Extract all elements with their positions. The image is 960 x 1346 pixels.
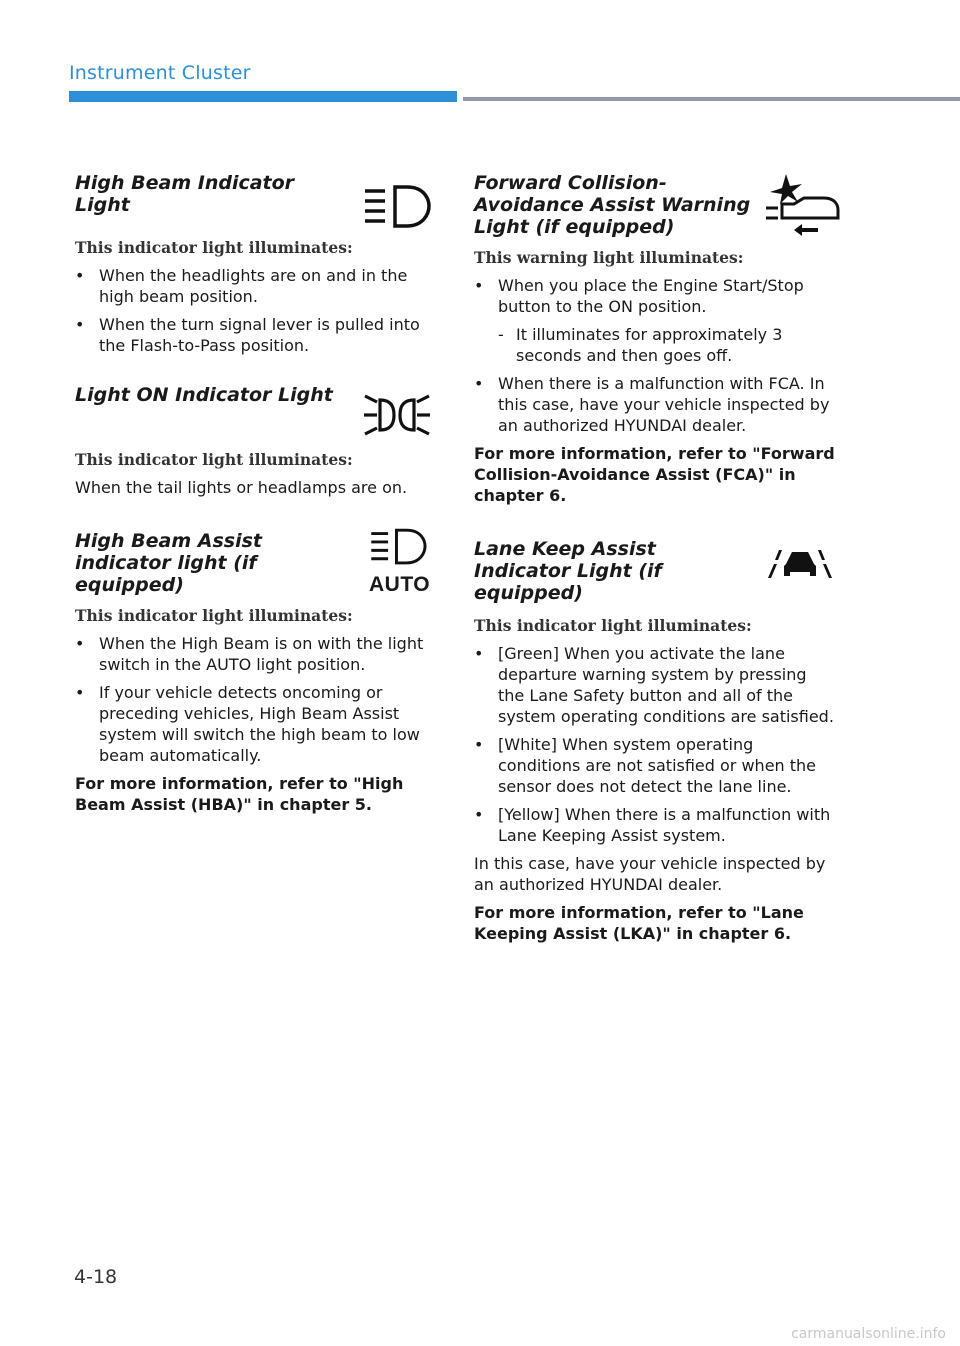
section-title: Light ON Indicator Light — [75, 384, 333, 406]
section-high-beam — [75, 170, 437, 356]
list-item: • [White] When system operating conditions are not satisfied or when the sensor does not detect the lane line. — [474, 735, 817, 796]
section-lead: This warning light illuminates: — [474, 248, 744, 267]
list-item: • When the High Beam is on with the light switch in the AUTO light position. — [75, 634, 424, 674]
section-text: In this case, have your vehicle inspected by an authorized HYUNDAI dealer. — [474, 854, 826, 894]
high-beam-icon — [363, 182, 433, 232]
forward-collision-icon — [764, 174, 840, 236]
header-title: Instrument Cluster — [69, 62, 251, 84]
auto-label: AUTO — [369, 573, 431, 596]
section-title: Lane Keep Assist Indicator Light (if equipped) — [474, 538, 662, 604]
reference-note: For more information, refer to "Forward Collision-Avoidance Assist (FCA)" in chapter 6. — [474, 444, 835, 505]
list-item: • If your vehicle detects oncoming or preceding vehicles, High Beam Assist system will switch the high beam to low beam automatically. — [75, 683, 420, 765]
list-item: • When there is a malfunction with FCA. In this case, have your vehicle inspected by an authorized HYUNDAI dealer. — [474, 374, 830, 435]
reference-note: For more information, refer to "Lane Keeping Assist (LKA)" in chapter 6. — [474, 903, 804, 943]
left-column — [75, 170, 437, 822]
section-forward-collision — [474, 170, 836, 506]
high-beam-assist-icon — [369, 526, 429, 596]
section-title: High Beam Assist indicator light (if equipped) — [75, 530, 262, 596]
section-lead: This indicator light illuminates: — [75, 606, 353, 625]
light-on-icon — [363, 392, 431, 438]
section-lead: This indicator light illuminates: — [75, 238, 353, 257]
section-high-beam-assist — [75, 528, 437, 815]
high-beam-glyph-icon — [369, 526, 429, 568]
section-text: When the tail lights or headlamps are on. — [75, 478, 408, 497]
reference-note: For more information, refer to "High Beam Assist (HBA)" in chapter 5. — [75, 774, 404, 814]
section-lane-keep-assist — [474, 536, 836, 944]
list-item: • When the headlights are on and in the high beam position. — [75, 266, 408, 306]
list-item: • [Yellow] When there is a malfunction with Lane Keeping Assist system. — [474, 805, 831, 845]
section-title: High Beam Indicator Light — [75, 172, 295, 216]
watermark: carmanualsonline.info — [791, 1326, 946, 1342]
list-item: • When the turn signal lever is pulled into the Flash-to-Pass position. — [75, 315, 420, 355]
sub-list-item: - It illuminates for approximately 3 seconds and then goes off. — [498, 325, 783, 365]
list-item: • [Green] When you activate the lane departure warning system by pressing the Lane Safety button and all of the system operating conditions are satisfied. — [474, 644, 834, 726]
section-lead: This indicator light illuminates: — [474, 616, 752, 635]
section-lead: This indicator light illuminates: — [75, 450, 353, 469]
lane-keep-assist-icon — [762, 542, 838, 582]
header-rule-gray — [463, 97, 960, 101]
header-rule-accent — [69, 91, 457, 102]
right-column — [474, 170, 836, 951]
section-title: Forward Collision-Avoidance Assist Warning Light (if equipped) — [474, 172, 751, 238]
section-light-on — [75, 382, 437, 498]
page-number: 4-18 — [74, 1266, 118, 1288]
list-item: • When you place the Engine Start/Stop button to the ON position. — [474, 276, 804, 316]
